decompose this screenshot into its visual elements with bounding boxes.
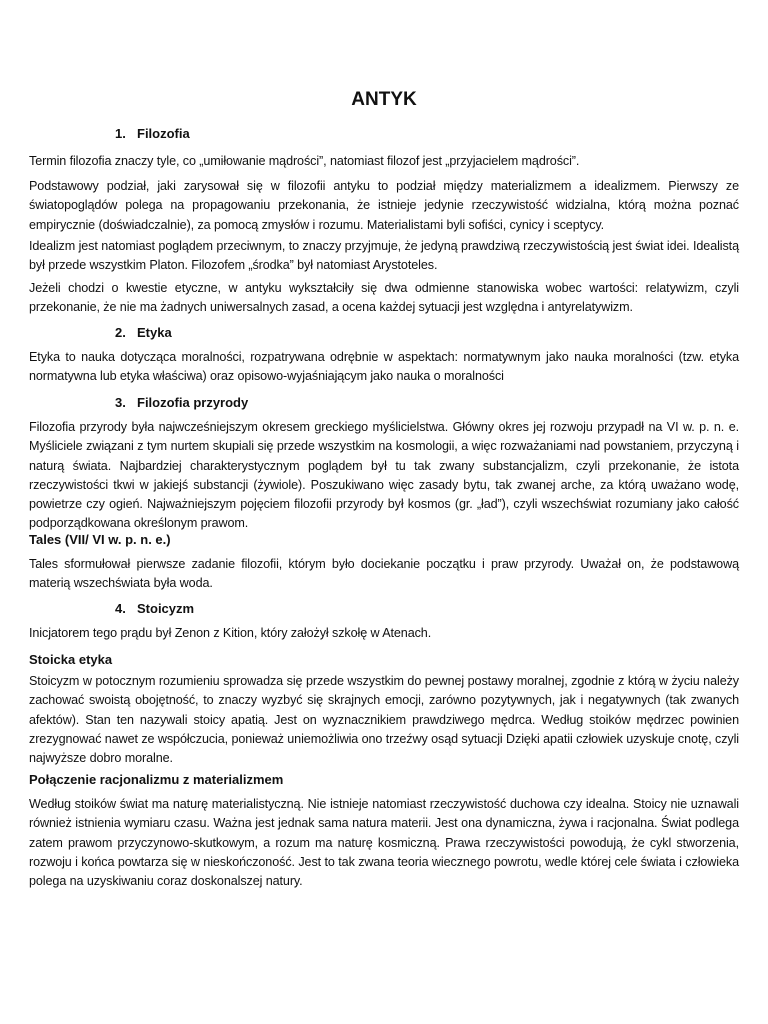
- section-number: 3.: [115, 395, 126, 410]
- paragraph: Stoicyzm w potocznym rozumieniu sprowadza się przede wszystkim do pewnej postawy moralnej, zgodnie z którą w życiu należy zachować swoistą obojętność, to znaczy wyzbyć się skrajnych emocji, zarówno pozytywnych, jak i negatywnych (tak zwanych afektów). Stan ten nazywali stoicy apatią. Jest on wyznacznikiem prawdziwego mędrca. Według stoików mędrzec powinien zrezygnować nawet ze współczucia, ponieważ uniemożliwia ono trzeźwy osąd sytuacji Dzięki apatii człowiek uzyskuje cnotę, czyli najwyższe dobro moralne.: [29, 674, 739, 766]
- section-title: Filozofia przyrody: [137, 395, 249, 410]
- paragraph: Etyka to nauka dotycząca moralności, rozpatrywana odrębnie w aspektach: normatywnym jako nauka moralności (tzw. etyka normatywna lub etyka właściwa) oraz opisowo-wyjaśniającym jako nauka o moralności: [29, 350, 739, 384]
- section-number: 4.: [115, 601, 126, 616]
- section-heading-etyka: [115, 324, 172, 341]
- paragraph: Idealizm jest natomiast poglądem przeciwnym, to znaczy przyjmuje, że jedyną prawdziwą rzeczywistością jest świat idei. Idealistą był przede wszystkim Platon. Filozofem „środka” był natomiast Arystoteles.: [29, 239, 739, 273]
- paragraph: Tales sformułował pierwsze zadanie filozofii, którym było dociekanie początku i praw przyrody. Uważał on, że podstawową materią wszechświata była woda.: [29, 557, 739, 591]
- paragraph: Podstawowy podział, jaki zarysował się w filozofii antyku to podział między materializmem a idealizmem. Pierwszy ze światopoglądów polega na propagowaniu przekonania, że istnieje jedynie rzeczywistość widzialna, którą można poznać empirycznie (doświadczalnie), za pomocą zmysłów i rozumu. Materialistami byli sofiści, cynicy i sceptycy.: [29, 179, 739, 232]
- paragraph: Termin filozofia znaczy tyle, co „umiłowanie mądrości”, natomiast filozof jest „przyjacielem mądrości”.: [29, 154, 580, 168]
- section-title: Filozofia: [137, 126, 190, 141]
- section-title: Etyka: [137, 325, 172, 340]
- paragraph: Według stoików świat ma naturę materialistyczną. Nie istnieje natomiast rzeczywistość duchowa czy idealna. Stoicy nie uznawali również istnienia wymiaru czasu. Ważna jest jednak sama natura materii. Jest ona dynamiczna, żywa i racjonalna. Świat podlega zatem prawom przyczynowo-skutkowym, a rozum ma naturę kosmiczną. Prawa rzeczywistości powodują, że cykl stworzenia, rozwoju i końca powtarza się w nieskończoność. Jest to tak zwana teoria wiecznego powrotu, wedle której cele świata i człowieka polega na uzyskiwaniu coraz doskonalszej natury.: [29, 797, 739, 889]
- paragraph: Inicjatorem tego prądu był Zenon z Kition, który założył szkołę w Atenach.: [29, 626, 432, 640]
- section-number: 2.: [115, 325, 126, 340]
- paragraph: Filozofia przyrody była najwcześniejszym okresem greckiego myślicielstwa. Główny okres jej rozwoju przypadł na VI w. p. n. e. Myśliciele związani z tym nurtem skupiali się przede wszystkim na kosmologii, a więc rozważaniami nad powstaniem, przyczyną i naturą świata. Najbardziej charakterystycznym poglądem był tu tak zwany substancjalizm, czyli przekonanie, że istota rzeczywistości tkwi w jakiejś substancji (żywiole). Poszukiwano więc zasady bytu, tak zwanej arche, za którą uważano wodę, powietrze czy ogień. Najważniejszym pojęciem filozofii przyrody był kosmos (gr. „ład”), czyli wszechświat rozumiany jako całość podporządkowana określonym prawom.: [29, 420, 739, 531]
- section-heading-stoicyzm: [115, 600, 194, 617]
- subheading-tales: Tales (VII/ VI w. p. n. e.): [29, 532, 171, 547]
- section-number: 1.: [115, 126, 126, 141]
- section-heading-filozofia: [115, 125, 190, 142]
- section-heading-filozofia-przyrody: [115, 394, 248, 411]
- paragraph: Jeżeli chodzi o kwestie etyczne, w antyku wykształciły się dwa odmienne stanowiska wobec wartości: relatywizm, czyli przekonanie, że nie ma żadnych uniwersalnych zasad, a ocena każdej sytuacji jest względna i antyrelatywizm.: [29, 281, 739, 315]
- subheading-stoicka-etyka: Stoicka etyka: [29, 652, 113, 667]
- document-title: ANTYK: [351, 89, 417, 110]
- subheading-polaczenie: Połączenie racjonalizmu z materializmem: [29, 772, 284, 787]
- section-title: Stoicyzm: [137, 601, 195, 616]
